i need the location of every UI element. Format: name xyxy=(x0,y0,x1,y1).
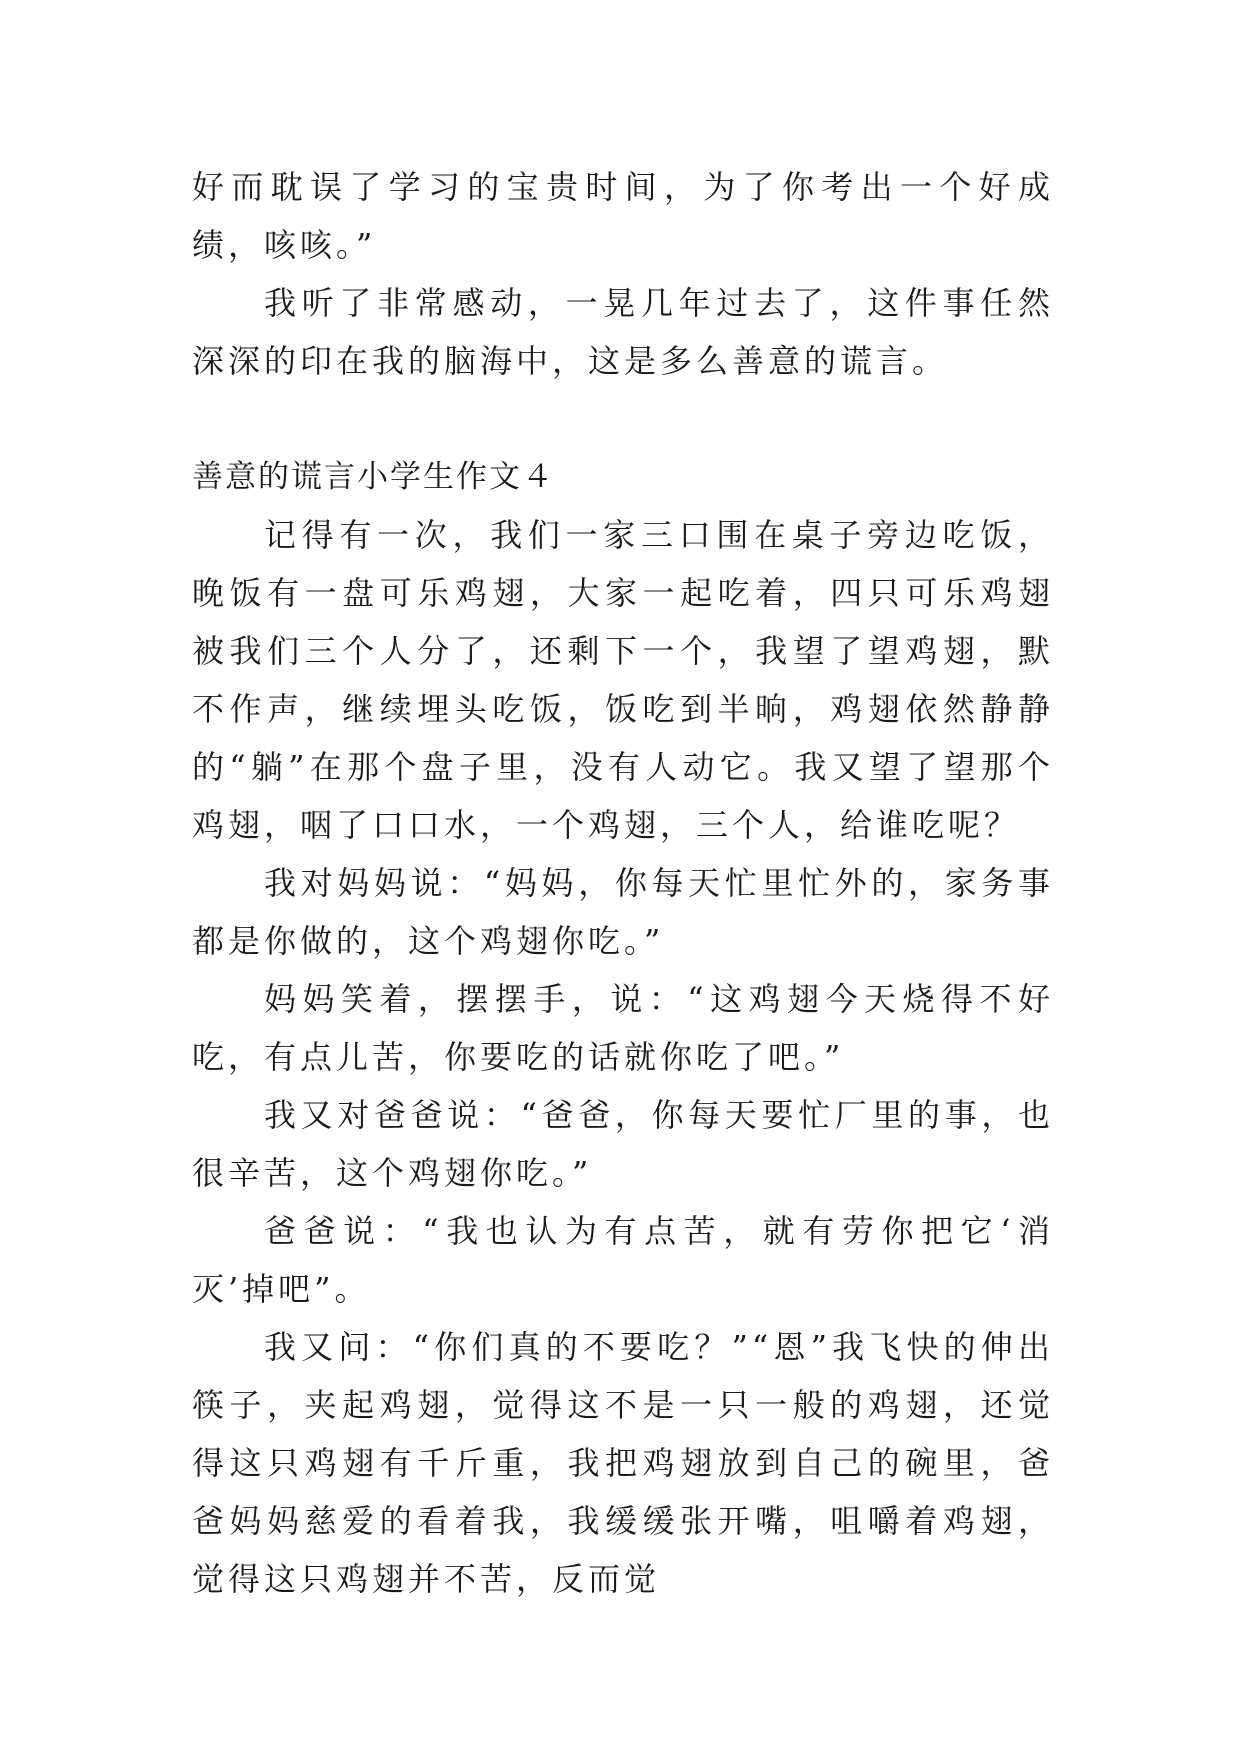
document-page xyxy=(192,158,1054,1608)
paragraph-eating: 我又问：“你们真的不要吃？”“恩”我飞快的伸出筷子，夹起鸡翅，觉得这不是一只一般的鸡翅，还觉得这只鸡翅有千斤重，我把鸡翅放到自己的碗里，爸爸妈妈慈爱的看着我，我缓缓张开嘴，咀嚼着鸡翅，觉得这只鸡翅并不苦，反而觉 xyxy=(192,1328,1054,1598)
paragraph-dad-reply: 爸爸说：“我也认为有点苦，就有劳你把它‘消灭’掉吧”。 xyxy=(192,1212,1054,1308)
paragraph-continuation: 好而耽误了学习的宝贵时间，为了你考出一个好成绩，咳咳。” xyxy=(192,168,1054,264)
section-heading: 善意的谎言小学生作文４ xyxy=(192,459,555,495)
paragraph-recollection: 我听了非常感动，一晃几年过去了，这件事任然深深的印在我的脑海中，这是多么善意的谎言。 xyxy=(192,284,1054,380)
paragraph-ask-dad: 我又对爸爸说：“爸爸，你每天要忙厂里的事，也很辛苦，这个鸡翅你吃。” xyxy=(192,1096,1054,1192)
paragraph-ask-mom: 我对妈妈说：“妈妈，你每天忙里忙外的，家务事都是你做的，这个鸡翅你吃。” xyxy=(192,864,1054,960)
paragraph-mom-reply: 妈妈笑着，摆摆手，说：“这鸡翅今天烧得不好吃，有点儿苦，你要吃的话就你吃了吧。” xyxy=(192,980,1054,1076)
paragraph-dinner: 记得有一次，我们一家三口围在桌子旁边吃饭，晚饭有一盘可乐鸡翅，大家一起吃着，四只可乐鸡翅被我们三个人分了，还剩下一个，我望了望鸡翅，默不作声，继续埋头吃饭，饭吃到半晌，鸡翅依然静静的“躺”在那个盘子里，没有人动它。我又望了望那个鸡翅，咽了口口水，一个鸡翅，三个人，给谁吃呢？ xyxy=(192,516,1054,844)
section-spacer xyxy=(192,390,1054,448)
